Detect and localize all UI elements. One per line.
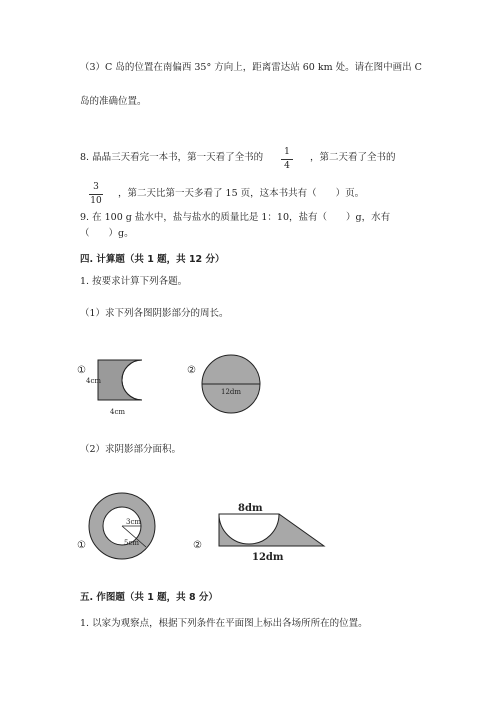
fig3-inner-radius-label: 3cm: [126, 518, 142, 526]
q8-text-b: ，第二天看了全书的: [310, 152, 396, 163]
q7-part3-line2: 岛的准确位置。: [80, 96, 147, 107]
section4-part2: （2）求阴影部分面积。: [80, 444, 182, 455]
fraction-bar: [281, 159, 293, 160]
fig2-circle: [199, 353, 263, 417]
fig3-number: ①: [77, 540, 86, 551]
q8-fraction-1-numerator: 1: [284, 147, 290, 157]
q8-fraction-1: [281, 147, 293, 172]
q8-text-c: ，第二天比第一天多看了 15 页，这本书共有（ ）页。: [118, 188, 365, 199]
section4-q1: 1. 按要求计算下列各题。: [80, 276, 188, 287]
section5-q1: 1. 以家为观察点，根据下列条件在平面图上标出各场所所在的位置。: [80, 618, 368, 629]
q7-part3-line1: （3）C 岛的位置在南偏西 35° 方向上，距离雷达站 60 km 处。请在图中画出 C: [80, 62, 422, 73]
fig2-number: ②: [187, 365, 196, 376]
q8-fraction-2-denominator: 10: [90, 196, 102, 206]
section5-heading: 五. 作图题（共 1 题，共 8 分）: [80, 592, 218, 603]
fig2-diameter-label: 12dm: [221, 388, 242, 396]
q8-text-a: 8. 晶晶三天看完一本书，第一天看了全书的: [80, 152, 264, 163]
fig4-bottom-label: 12dm: [252, 552, 284, 563]
q8-fraction-2-numerator: 3: [93, 182, 99, 192]
fig4-number: ②: [193, 540, 202, 551]
fig4-trapezoid: [205, 500, 331, 564]
fig3-outer-radius-label: 5cm: [124, 539, 140, 547]
fig1-number: ①: [77, 365, 86, 376]
fig4-top-label: 8dm: [238, 503, 263, 514]
fig3-ring: [86, 490, 158, 562]
q9-line1: 9. 在 100 g 盐水中，盐与盐水的质量比是 1：10，盐有（ ）g，水有: [80, 212, 391, 223]
section4-part1: （1）求下列各图阴影部分的周长。: [80, 308, 229, 319]
fig1-side-label: 4cm: [86, 377, 102, 385]
fig1-bottom-label: 4cm: [110, 408, 126, 416]
fraction-bar: [89, 194, 103, 195]
section4-heading: 四. 计算题（共 1 题，共 12 分）: [80, 254, 225, 265]
q8-fraction-1-denominator: 4: [284, 161, 290, 171]
q9-line2: （ ）g。: [80, 228, 134, 239]
fig1-square-semicircle: [84, 358, 164, 418]
q8-fraction-2: [89, 182, 103, 207]
